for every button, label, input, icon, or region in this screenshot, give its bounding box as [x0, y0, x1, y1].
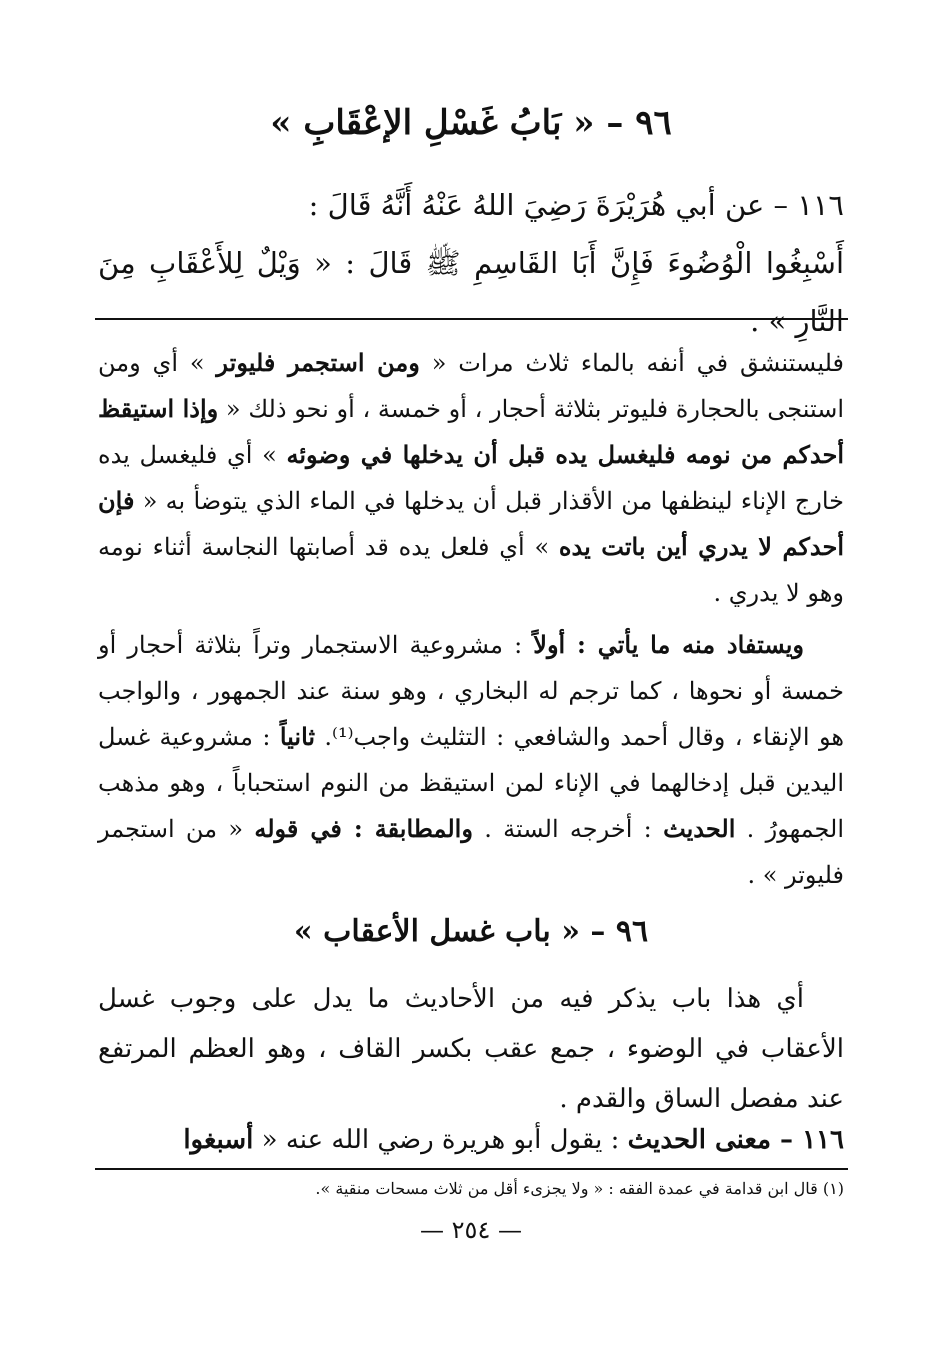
benefits-bold: ثانياً: [279, 722, 316, 751]
hadith-text: [98, 176, 844, 350]
chapter-title-96: ٩٦ – « بَابُ غَسْلِ الإعْقَابِ »: [270, 103, 672, 143]
hadith-meaning-line: [98, 1120, 844, 1160]
chapter-title-96-commentary: ٩٦ – « باب غسل الأعقاب »: [293, 914, 649, 949]
commentary-bold: فإن أحدكم لا يدري أين باتت يده: [98, 486, 844, 561]
hadith-separator: [95, 318, 848, 320]
benefits-text: : مشروعية غسل اليدين قبل إدخالهما في الإناء لمن استيقظ من النوم استحباباً ، وهو مذهب الجمهورُ .: [98, 723, 845, 843]
footnote-separator: [95, 1168, 848, 1170]
hadith-body: أَسْبِغُوا الْوُضُوءَ فَإِنَّ أَبَا القَاسِمِ ﷺ قَالَ : « وَيْلٌ لِلأَعْقَابِ مِنَ النَّارِ » .: [98, 246, 844, 338]
page-number: — ٢٥٤ —: [420, 1216, 522, 1244]
commentary-bold: وإذا استيقظ أحدكم من نومه فليغسل يده قبل أن يدخلها في وضوئه: [98, 394, 845, 469]
hadith-intro-line: ١١٦ – عن أبي هُرَيْرَةَ رَضِيَ اللهُ عَنْهُ أَنَّهُ قَالَ :: [308, 188, 844, 222]
commentary-text: » أي فليغسل يده خارج الإناء لينظفها من الأقذار قبل أن يدخلها في الماء الذي يتوضأ به «: [98, 441, 844, 515]
benefits-bold: والمطابقة : في قوله: [254, 814, 473, 843]
commentary-text: » أي فلعل يده قد أصابتها النجاسة أثناء نومه وهو لا يدري .: [98, 533, 844, 607]
benefits-paragraph: [98, 622, 844, 898]
benefits-text: « من استجمر فليوتر » .: [98, 815, 844, 889]
meaning-bold: أسبغوا: [183, 1125, 254, 1155]
footnote: (١) قال ابن قدامة في عمدة الفقه : « ولا يجزىء أقل من ثلاث مسحات منقية ».: [315, 1179, 844, 1198]
commentary-bold: ومن استجمر فليوتر: [216, 348, 420, 377]
benefits-text: : مشروعية الاستجمار وتراً بثلاثة أحجار أو خمسة أو نحوها ، كما ترجم له البخاري ، وهو سنة عند الجمهور ، والواجب هو الإنقاء ، وقال أحمد والشافعي : التثليث واجب⁽¹⁾.: [98, 631, 845, 751]
commentary-text: » أي ومن استنجى بالحجارة فليوتر بثلاثة أحجار ، أو خمسة ، أو نحو ذلك «: [98, 349, 845, 423]
benefits-bold: ويستفاد منه ما يأتي : أولاً: [533, 630, 804, 659]
section-explanation: أي هذا باب يذكر فيه من الأحاديث ما يدل على وجوب غسل الأعقاب في الوضوء ، جمع عقب بكسر القاف ، وهو العظم المرتفع عند مفصل الساق والقدم .: [98, 984, 844, 1114]
meaning-text: : يقول أبو هريرة رضي الله عنه «: [253, 1125, 628, 1155]
commentary-paragraph: [98, 340, 844, 616]
commentary-text: فليستنشق في أنفه بالماء ثلاث مرات «: [419, 349, 844, 377]
meaning-bold: ١١٦ – معنى الحديث: [627, 1125, 844, 1155]
benefits-text: : أخرجه الستة .: [472, 815, 664, 843]
benefits-bold: الحديث: [663, 814, 736, 843]
